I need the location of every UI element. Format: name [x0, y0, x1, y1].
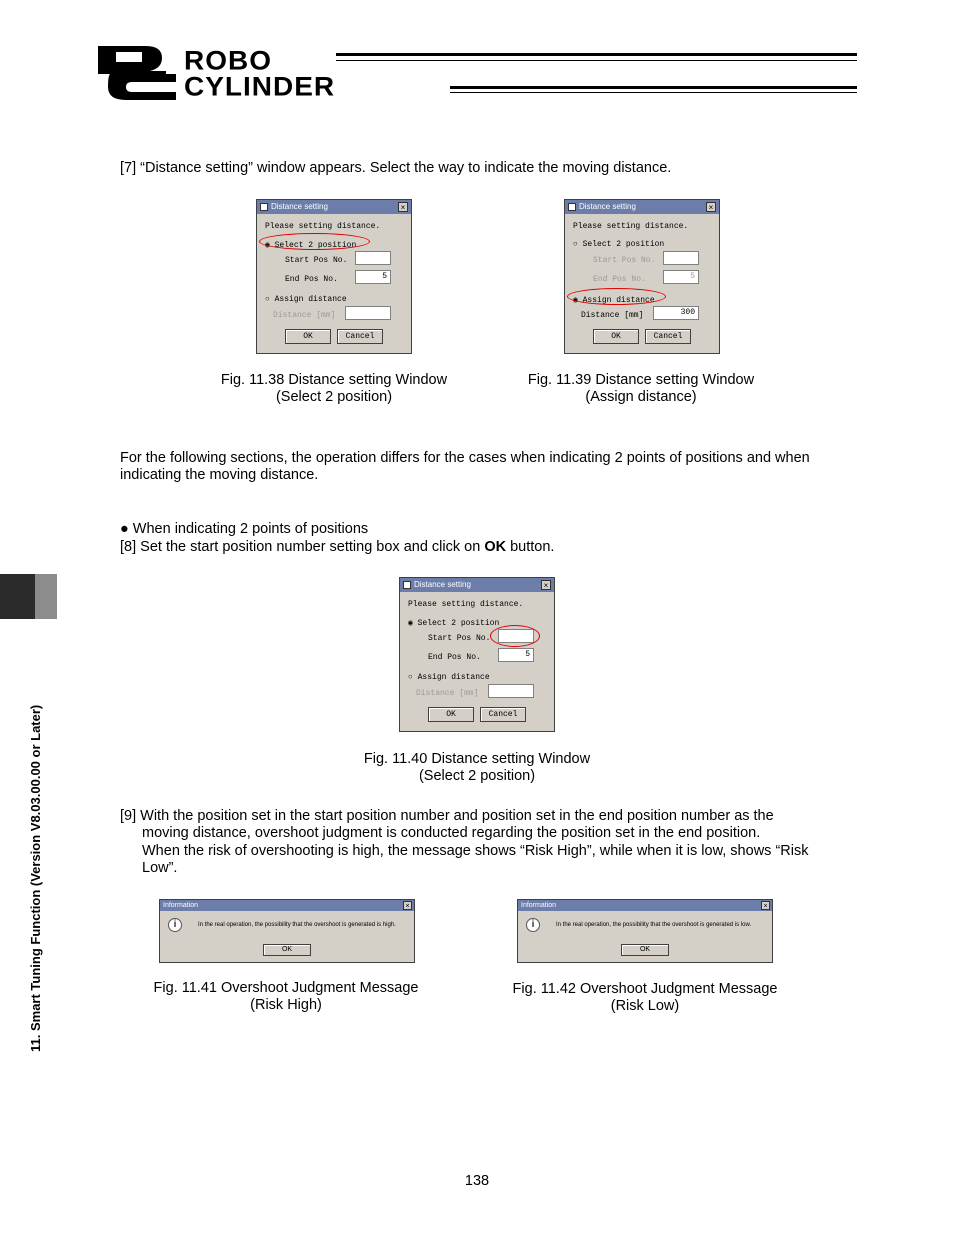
info-titlebar [518, 900, 772, 911]
fig38-caption-line2: (Select 2 position) [275, 389, 393, 405]
radio-assign-label: Assign distance [417, 673, 490, 682]
info-icon: i [168, 918, 182, 932]
start-pos-label: Start Pos No. [593, 256, 656, 265]
highlight-ring [490, 625, 540, 647]
fig38-caption-line1: Fig. 11.38 Distance setting Window [220, 372, 448, 388]
highlight-ring [567, 288, 666, 305]
header-rule-top [336, 53, 857, 56]
step9-line3: When the risk of overshooting is high, the message shows “Risk High”, while when it is low, shows “Risk [142, 843, 809, 859]
distance-input[interactable]: 300 [653, 306, 699, 320]
ok-button[interactable]: OK [621, 944, 669, 956]
fig42-caption-line2: (Risk Low) [610, 998, 680, 1014]
radio-assign-label: Assign distance [274, 295, 347, 304]
information-dialog-risk-high [159, 899, 415, 963]
dialog-prompt: Please setting distance. [265, 222, 381, 231]
radio-select-label: Select 2 position [582, 240, 665, 249]
step7-text: [7] “Distance setting” window appears. Select the way to indicate the moving distance. [120, 160, 672, 176]
radio-assign-label: Assign distance [582, 296, 655, 305]
start-pos-input[interactable] [663, 251, 699, 265]
close-icon[interactable]: × [541, 580, 551, 590]
radio-select-2-position[interactable]: ◉ Select 2 position [408, 619, 500, 628]
dialog-titlebar [565, 200, 719, 214]
distance-setting-dialog-fig39 [564, 199, 720, 354]
logo-robo: ROBO [184, 45, 272, 76]
radio-select-label: Select 2 position [417, 619, 500, 628]
end-pos-input[interactable]: 5 [355, 270, 391, 284]
distance-setting-dialog-fig40 [399, 577, 555, 732]
information-dialog-risk-low [517, 899, 773, 963]
end-pos-input[interactable]: 5 [498, 648, 534, 662]
dialog-title: Distance setting [414, 580, 471, 589]
distance-label: Distance [mm] [581, 311, 644, 320]
cancel-button[interactable]: Cancel [337, 329, 383, 344]
close-icon[interactable]: × [398, 202, 408, 212]
step8-before: [8] Set the start position number setting box and click on [120, 539, 485, 555]
dialog-title: Distance setting [271, 202, 328, 211]
step8-text [120, 539, 554, 556]
ok-button[interactable]: OK [263, 944, 311, 956]
dialog-title: Distance setting [579, 202, 636, 211]
chapter-tab-marker-light [35, 574, 57, 619]
end-pos-label: End Pos No. [593, 275, 646, 284]
header-rule-bottom-thin [450, 92, 857, 93]
radio-assign-distance[interactable]: ◉ Assign distance [573, 296, 655, 305]
ok-button[interactable]: OK [285, 329, 331, 344]
highlight-ring [259, 233, 370, 250]
radio-assign-distance[interactable]: ○ Assign distance [265, 295, 347, 304]
bullet-two-points: ● When indicating 2 points of positions [120, 521, 369, 537]
radio-assign-distance[interactable]: ○ Assign distance [408, 673, 490, 682]
step9-line4: Low”. [142, 860, 178, 876]
fig42-caption [490, 981, 800, 1015]
logo-cylinder: CYLINDER [184, 71, 336, 102]
step8-after: button. [506, 539, 555, 555]
ok-button[interactable]: OK [593, 329, 639, 344]
header-rule-top-thin [336, 60, 857, 61]
fig41-caption-line1: Fig. 11.41 Overshoot Judgment Message [153, 980, 419, 996]
fig42-caption-line1: Fig. 11.42 Overshoot Judgment Message [512, 981, 778, 997]
start-pos-input[interactable] [355, 251, 391, 265]
fig40-caption [333, 751, 621, 785]
window-icon [568, 203, 576, 211]
end-pos-input[interactable]: 5 [663, 270, 699, 284]
info-icon: i [526, 918, 540, 932]
fig40-caption-line1: Fig. 11.40 Distance setting Window [363, 751, 591, 767]
header-rule-bottom [450, 86, 857, 89]
start-pos-label: Start Pos No. [285, 256, 348, 265]
dialog-prompt: Please setting distance. [573, 222, 689, 231]
fig40-caption-line2: (Select 2 position) [418, 768, 536, 784]
page-number: 138 [464, 1173, 490, 1189]
fig39-caption-line2: (Assign distance) [585, 389, 697, 405]
distance-label: Distance [mm] [273, 311, 336, 320]
end-pos-label: End Pos No. [428, 653, 481, 662]
radio-select-2-position[interactable]: ○ Select 2 position [573, 240, 665, 249]
close-icon[interactable]: × [761, 901, 770, 910]
ok-button[interactable]: OK [428, 707, 474, 722]
info-title: Information [521, 902, 557, 909]
info-titlebar [160, 900, 414, 911]
info-message: In the real operation, the possibility that the overshoot is generated is high. [198, 922, 396, 928]
rc-logo-icon [96, 44, 178, 100]
chapter-side-label: 11. Smart Tuning Function (Version V8.03.00.00 or Later) [28, 704, 43, 1052]
radio-select-2-position[interactable]: ◉ Select 2 position [265, 241, 357, 250]
distance-setting-dialog-fig38 [256, 199, 412, 354]
cancel-button[interactable]: Cancel [480, 707, 526, 722]
dialog-prompt: Please setting distance. [408, 600, 524, 609]
step9-line2: moving distance, overshoot judgment is conducted regarding the position set in the end position. [142, 825, 761, 841]
radio-select-label: Select 2 position [274, 241, 357, 250]
window-icon [403, 581, 411, 589]
step9-line1: [9] With the position set in the start position number and position set in the end position number as the [120, 808, 774, 824]
fig41-caption [131, 980, 441, 1014]
distance-input[interactable] [488, 684, 534, 698]
fig41-caption-line2: (Risk High) [250, 997, 322, 1013]
info-message: In the real operation, the possibility that the overshoot is generated is low. [556, 922, 752, 928]
step8-ok: OK [484, 539, 507, 555]
end-pos-label: End Pos No. [285, 275, 338, 284]
close-icon[interactable]: × [403, 901, 412, 910]
distance-input[interactable] [345, 306, 391, 320]
fig39-caption [497, 372, 785, 406]
dialog-titlebar [257, 200, 411, 214]
info-title: Information [163, 902, 199, 909]
dialog-titlebar [400, 578, 554, 592]
fig39-caption-line1: Fig. 11.39 Distance setting Window [527, 372, 755, 388]
start-pos-label: Start Pos No. [428, 634, 491, 643]
distance-label: Distance [mm] [416, 689, 479, 698]
following-sections-paragraph: For the following sections, the operation differs for the cases when indicating 2 points of positions and when indicating the moving distance. [120, 450, 810, 483]
close-icon[interactable]: × [706, 202, 716, 212]
cancel-button[interactable]: Cancel [645, 329, 691, 344]
fig38-caption [190, 372, 478, 406]
window-icon [260, 203, 268, 211]
